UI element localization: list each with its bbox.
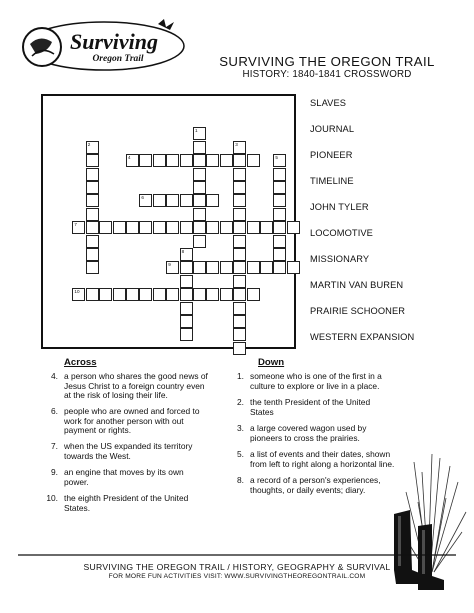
crossword-cell[interactable] [233, 302, 246, 315]
clue-number: 7. [51, 441, 58, 451]
crossword-cell[interactable] [220, 288, 233, 301]
word-bank-item: MISSIONARY [310, 254, 370, 264]
crossword-cell[interactable] [193, 261, 206, 274]
crossword-cell[interactable] [233, 288, 246, 301]
crossword-cell[interactable] [247, 221, 260, 234]
crossword-cell[interactable] [193, 141, 206, 154]
crossword-cell[interactable] [220, 154, 233, 167]
crossword-clue-number: 5 [275, 155, 278, 161]
logo-subtitle: Oregon Trail [92, 54, 144, 64]
clue-text-line: States [250, 406, 274, 417]
clue-text-line: an engine that moves by its own [64, 467, 184, 477]
clue-text-line: a record of a person's experiences, [250, 475, 381, 485]
crossword-cell[interactable] [273, 208, 286, 221]
footer-title: SURVIVING THE OREGON TRAIL / HISTORY, GEOGRAPHY & SURVIVAL [83, 562, 391, 572]
crossword-cell[interactable] [220, 221, 233, 234]
crossword-cell[interactable] [86, 221, 99, 234]
crossword-cell[interactable] [273, 181, 286, 194]
clue-text-line: Jesus Christ to a foreign country even [64, 380, 205, 391]
crossword-cell[interactable] [287, 261, 300, 274]
crossword-cell[interactable] [193, 127, 206, 140]
crossword-cell[interactable] [233, 194, 246, 207]
crossword-cell[interactable] [180, 288, 193, 301]
crossword-cell[interactable] [126, 288, 139, 301]
crossword-cell[interactable] [233, 275, 246, 288]
clue-text-line: a list of events and their dates, shown [250, 449, 391, 459]
crossword-cell[interactable] [86, 235, 99, 248]
crossword-cell[interactable] [233, 235, 246, 248]
crossword-cell[interactable] [247, 154, 260, 167]
word-bank-item: PIONEER [310, 150, 353, 160]
page-subtitle: HISTORY: 1840-1841 CROSSWORD [242, 69, 412, 80]
crossword-cell[interactable] [166, 221, 179, 234]
crossword-clue-number: 8 [181, 249, 185, 254]
crossword-cell[interactable] [233, 141, 246, 154]
crossword-cell[interactable] [193, 288, 206, 301]
crossword-cell[interactable] [86, 208, 99, 221]
crossword-cell[interactable] [86, 154, 99, 167]
crossword-cell[interactable] [273, 168, 286, 181]
crossword-clue-number: 4 [128, 155, 131, 161]
clue-text-line: when the US expanded its territory [64, 441, 193, 451]
clue-text-line: someone who is one of the first in a [250, 371, 382, 381]
crossword-clue-number: 7 [74, 222, 77, 228]
crossword-cell[interactable] [233, 208, 246, 221]
crossword-cell[interactable] [233, 328, 246, 341]
crossword-cell[interactable] [139, 194, 152, 207]
crossword-clue-number: 2 [87, 141, 91, 147]
crossword-cell[interactable] [180, 261, 193, 274]
crossword-cell[interactable] [86, 288, 99, 301]
clue-text-line: the eighth President of the United [64, 493, 189, 503]
clue-number: 9. [51, 467, 58, 477]
crossword-cell[interactable] [113, 288, 126, 301]
clue-text-line: the tenth President of the United [250, 397, 371, 407]
word-bank-item: LOCOMOTIVE [310, 228, 373, 238]
crossword-cell[interactable] [180, 275, 193, 288]
crossword-cell[interactable] [166, 261, 179, 274]
crossword-cell[interactable] [166, 288, 179, 301]
crossword-cell[interactable] [273, 261, 286, 274]
crossword-cell[interactable] [126, 221, 139, 234]
crossword-cell[interactable] [193, 154, 206, 167]
crossword-cell[interactable] [193, 181, 206, 194]
crossword-cell[interactable] [233, 221, 246, 234]
crossword-cell[interactable] [193, 194, 206, 207]
crossword-cell[interactable] [273, 235, 286, 248]
crossword-cell[interactable] [206, 194, 219, 207]
crossword-cell[interactable] [273, 154, 286, 167]
word-bank-item: TIMELINE [310, 176, 354, 186]
clue-number: 10. [46, 493, 58, 503]
page-title: SURVIVING THE OREGON TRAIL [219, 54, 435, 69]
crossword-cell[interactable] [206, 261, 219, 274]
crossword-cell[interactable] [126, 154, 139, 167]
word-bank-item: WESTERN EXPANSION [310, 332, 415, 342]
crossword-clue-number: 6 [141, 195, 144, 201]
clue-text-line: culture to explore or live in a place. [250, 380, 380, 391]
crossword-cell[interactable] [220, 261, 233, 274]
crossword-cell[interactable] [72, 221, 85, 234]
crossword-cell[interactable] [233, 342, 246, 355]
crossword-cell[interactable] [153, 154, 166, 167]
crossword-cell[interactable] [206, 221, 219, 234]
logo-title: Surviving [69, 29, 159, 54]
crossword-cell[interactable] [233, 181, 246, 194]
clue-text-line: pioneers to cross the prairies. [250, 432, 360, 443]
footer-divider [18, 555, 456, 557]
clue-text-line: payment or rights. [64, 425, 132, 436]
crossword-cell[interactable] [153, 288, 166, 301]
crossword-cell[interactable] [139, 154, 152, 167]
crossword-cell[interactable] [86, 248, 99, 261]
crossword-clue-number: 1 [195, 128, 198, 134]
crossword-cell[interactable] [153, 221, 166, 234]
clue-number: 2. [237, 397, 244, 407]
crossword-grid [41, 94, 296, 349]
clue-text-line: a large covered wagon used by [250, 423, 367, 433]
crossword-cell[interactable] [86, 261, 99, 274]
clue-text-line: thoughts, or daily events; diary. [250, 484, 366, 495]
crossword-cell[interactable] [180, 328, 193, 341]
crossword-cell[interactable] [273, 248, 286, 261]
down-heading: Down [258, 357, 285, 368]
crossword-cell[interactable] [180, 248, 193, 261]
clue-text-line: at the risk of losing their life. [64, 390, 168, 401]
crossword-cell[interactable] [139, 288, 152, 301]
clue-text-line: work for another person with out [64, 415, 184, 426]
crossword-cell[interactable] [287, 221, 300, 234]
crossword-cell[interactable] [233, 168, 246, 181]
crossword-cell[interactable] [180, 302, 193, 315]
clue-text-line: people who are owned and forced to [64, 406, 200, 416]
crossword-cell[interactable] [206, 154, 219, 167]
footer-url: FOR MORE FUN ACTIVITIES VISIT: WWW.SURVIVINGTHEOREGONTRAIL.COM [108, 573, 366, 580]
crossword-cell[interactable] [113, 221, 126, 234]
clue-text-line: power. [64, 476, 89, 487]
crossword-cell[interactable] [166, 154, 179, 167]
clue-text-line: from left to right along a horizontal line. [250, 458, 395, 469]
clue-number: 5. [237, 449, 244, 459]
crossword-cell[interactable] [166, 194, 179, 207]
word-bank-item: JOURNAL [310, 124, 355, 134]
clue-text-line: towards the West. [64, 450, 131, 461]
crossword-cell[interactable] [233, 261, 246, 274]
crossword-cell[interactable] [247, 261, 260, 274]
crossword-cell[interactable] [86, 194, 99, 207]
word-bank-item: SLAVES [310, 98, 347, 108]
crossword-cell[interactable] [180, 221, 193, 234]
crossword-cell[interactable] [233, 315, 246, 328]
logo [18, 16, 186, 76]
crossword-cell[interactable] [86, 181, 99, 194]
crossword-cell[interactable] [180, 194, 193, 207]
crossword-cell[interactable] [206, 288, 219, 301]
crossword-cell[interactable] [273, 221, 286, 234]
across-heading: Across [64, 357, 97, 368]
word-bank-item: MARTIN VAN BUREN [310, 280, 404, 290]
clue-number: 8. [237, 475, 244, 485]
crossword-cell[interactable] [273, 194, 286, 207]
crossword-cell[interactable] [180, 154, 193, 167]
crossword-cell[interactable] [233, 154, 246, 167]
crossword-clue-number: 10 [74, 289, 80, 295]
clue-number: 4. [51, 371, 58, 381]
crossword-clue-number: 9 [168, 262, 171, 268]
crossword-cell[interactable] [193, 235, 206, 248]
crossword-cell[interactable] [247, 288, 260, 301]
crossword-cell[interactable] [193, 221, 206, 234]
crossword-cell[interactable] [86, 141, 99, 154]
clue-number: 3. [237, 423, 244, 433]
clue-number: 1. [237, 371, 244, 381]
clue-text-line: a person who shares the good news of [64, 371, 208, 381]
clue-text-line: States. [64, 502, 91, 513]
crossword-cell[interactable] [99, 221, 112, 234]
crossword-cell[interactable] [260, 261, 273, 274]
crossword-cell[interactable] [193, 168, 206, 181]
crossword-cell[interactable] [86, 168, 99, 181]
word-bank-item: JOHN TYLER [310, 202, 369, 212]
crossword-clue-number: 3 [235, 141, 238, 147]
crossword-cell[interactable] [193, 208, 206, 221]
clue-number: 6. [51, 406, 58, 416]
crossword-cell[interactable] [233, 248, 246, 261]
crossword-cell[interactable] [180, 315, 193, 328]
word-bank-item: PRAIRIE SCHOONER [310, 306, 406, 316]
crossword-cell[interactable] [139, 221, 152, 234]
crossword-cell[interactable] [99, 288, 112, 301]
crossword-cell[interactable] [260, 221, 273, 234]
crossword-cell[interactable] [153, 194, 166, 207]
crossword-cell[interactable] [72, 288, 85, 301]
